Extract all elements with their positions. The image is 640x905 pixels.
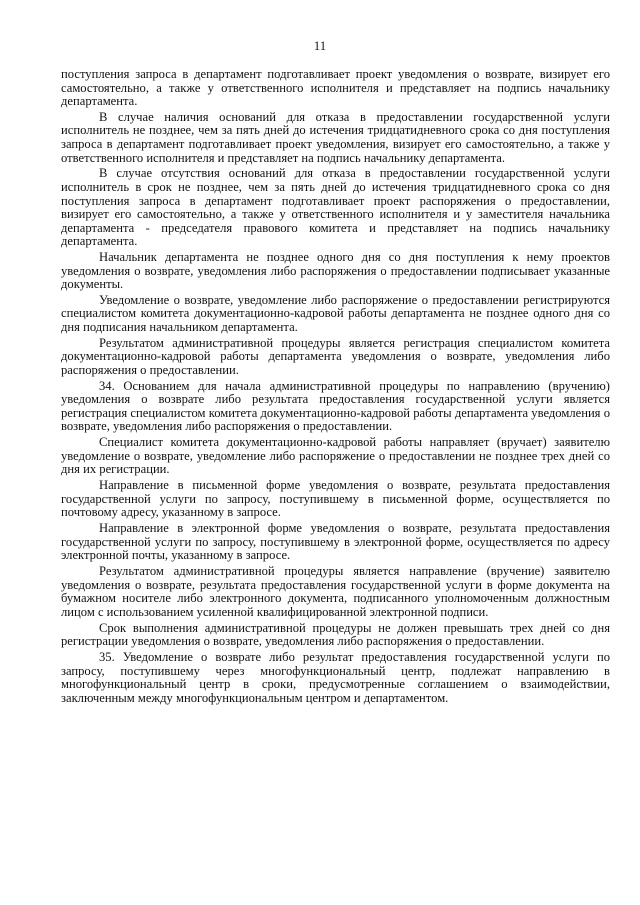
page-number: 11 [313, 38, 327, 53]
paragraph-procedure-result: Результатом административной процедуры является регистрация специалистом комитета документационно-кадровой работы департамента уведомления о возврате, уведомления либо распоряжения о предоставлении. [61, 335, 610, 377]
paragraph-refusal-grounds: В случае наличия оснований для отказа в предоставлении государственной услуги исполнитель не позднее, чем за пять дней до истечения тридцатидневного срока со дня поступления запроса в департамент подготавливает проект уведомления, визирует его самостоятельно, а также у ответственного исполнителя и представляет на подпись начальнику департамента. [61, 109, 610, 165]
paragraph-no-refusal-grounds: В случае отсутствия оснований для отказа в предоставлении государственной услуги исполнитель в срок не позднее, чем за пять дней до истечения тридцатидневного срока со дня поступления запроса в департамент подготавливает проект распоряжения о предоставлении, визирует его самостоятельно, а также у ответственного исполнителя и у заместителя начальника департамента - председателя правового комитета и представляет на подпись начальнику департамента. [61, 166, 610, 249]
paragraph-continuation: поступления запроса в департамент подготавливает проект уведомления о возврате, визирует его самостоятельно, а также у ответственного исполнителя и представляет на подпись начальнику департамента. [61, 67, 610, 109]
paragraph-item-35: 35. Уведомление о возврате либо результат предоставления государственной услуги по запросу, поступившему через многофункциональный центр, подлежат направлению в многофункциональный центр в сроки, предусмотренные соглашением о взаимодействии, заключенным между многофункциональным центром и департаментом. [61, 649, 610, 705]
paragraph-specialist-sends: Специалист комитета документационно-кадровой работы направляет (вручает) заявителю уведомление о возврате, уведомление либо распоряжение о предоставлении не позднее трех дней со дня их регистрации. [61, 435, 610, 477]
document-body [61, 68, 610, 707]
paragraph-head-signs: Начальник департамента не позднее одного дня со дня поступления к нему проектов уведомления о возврате, уведомления либо распоряжения о предоставлении подписывает указанные документы. [61, 250, 610, 292]
paragraph-electronic-form: Направление в электронной форме уведомления о возврате, результата предоставления государственной услуги по запросу, поступившему в электронной форме, осуществляется по адресу электронной почты, указанному в запросе. [61, 521, 610, 563]
paragraph-delivery-result: Результатом административной процедуры является направление (вручение) заявителю уведомления о возврате, результата предоставления государственной услуги в форме документа на бумажном носителе либо электронного документа, подписанного уполномоченным должностным лицом с использованием усиленной квалифицированной электронной подписи. [61, 564, 610, 619]
paragraph-registration: Уведомление о возврате, уведомление либо распоряжение о предоставлении регистрируются специалистом комитета документационно-кадровой работы департамента не позднее одного дня со дня подписания начальником департамента. [61, 292, 610, 335]
paragraph-item-34: 34. Основанием для начала административной процедуры по направлению (вручению) уведомления о возврате либо результата предоставления государственной услуги является регистрация специалистом комитета документационно-кадровой работы департамента уведомления о возврате, уведомления либо распоряжения о предоставлении. [61, 378, 610, 434]
paragraph-deadline: Срок выполнения административной процедуры не должен превышать трех дней со дня регистрации уведомления о возврате, уведомления либо распоряжения о предоставлении. [61, 620, 610, 649]
paragraph-written-form: Направление в письменной форме уведомления о возврате, результата предоставления государственной услуги по запросу, поступившему в письменной форме, осуществляется по почтовому адресу, указанному в запросе. [61, 478, 610, 520]
